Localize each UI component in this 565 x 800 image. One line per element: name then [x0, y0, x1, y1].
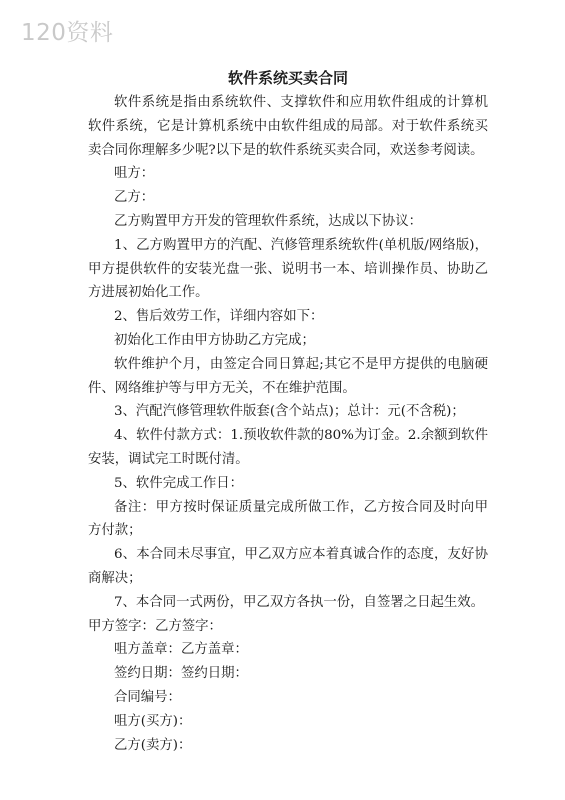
party-b-line: 乙方：: [114, 190, 155, 206]
clause-4: 4、软件付款方式：1.预收软件款的80%为订金。2.余额到软件安装，调试完工时既付清。: [88, 428, 488, 467]
seal-line: 咀方盖章：乙方盖章：: [114, 642, 248, 658]
seller-line: 乙方(卖方)：: [114, 737, 192, 753]
agreement-intro: 乙方购置甲方开发的管理软件系统，达成以下协议：: [114, 213, 422, 229]
watermark-logo: 120资料: [21, 20, 114, 46]
buyer-line: 咀方(买方)：: [114, 713, 192, 729]
clause-1: 1、乙方购置甲方的汽配、汽修管理系统软件(单机版/网络版)，甲方提供软件的安装光盘一张、说明书一本、培训操作员、协助乙方进展初始化工作。: [88, 237, 488, 301]
clause-2-item-init: 初始化工作由甲方协助乙方完成；: [114, 332, 315, 348]
clause-5: 5、软件完成工作日：: [114, 475, 244, 491]
clause-3: 3、汽配汽修管理软件版套(含个站点)；总计：元(不含税)；: [114, 404, 465, 420]
signing-date-line: 签约日期：签约日期：: [114, 666, 248, 682]
clause-2-item-maintenance: 软件维护个月，由签定合同日算起;其它不是甲方提供的电脑硬件、网络维护等与甲方无关，不在维护范围。: [88, 356, 488, 396]
signature-line: 甲方签字：乙方签字：: [88, 618, 222, 634]
clause-7: 7、本合同一式两份，甲乙双方各执一份，自签署之日起生效。: [114, 594, 485, 610]
party-a-line: 咀方：: [114, 166, 155, 182]
document-title: 软件系统买卖合同: [227, 69, 348, 87]
document-page: [88, 67, 488, 757]
remarks: 备注：甲方按时保证质量完成所做工作，乙方按合同及时向甲方付款；: [88, 499, 488, 539]
contract-number-line: 合同编号：: [114, 689, 181, 705]
paragraph-intro: 软件系统是指由系统软件、支撑软件和应用软件组成的计算机软件系统，它是计算机系统中由软件组成的局部。对于软件系统买卖合同你理解多少呢?以下是的软件系统买卖合同，欢送参考阅读。: [88, 95, 488, 158]
clause-2: 2、售后效劳工作，详细内容如下：: [114, 309, 324, 325]
clause-6: 6、本合同未尽事宜，甲乙双方应本着真诚合作的态度，友好协商解决；: [88, 547, 488, 586]
